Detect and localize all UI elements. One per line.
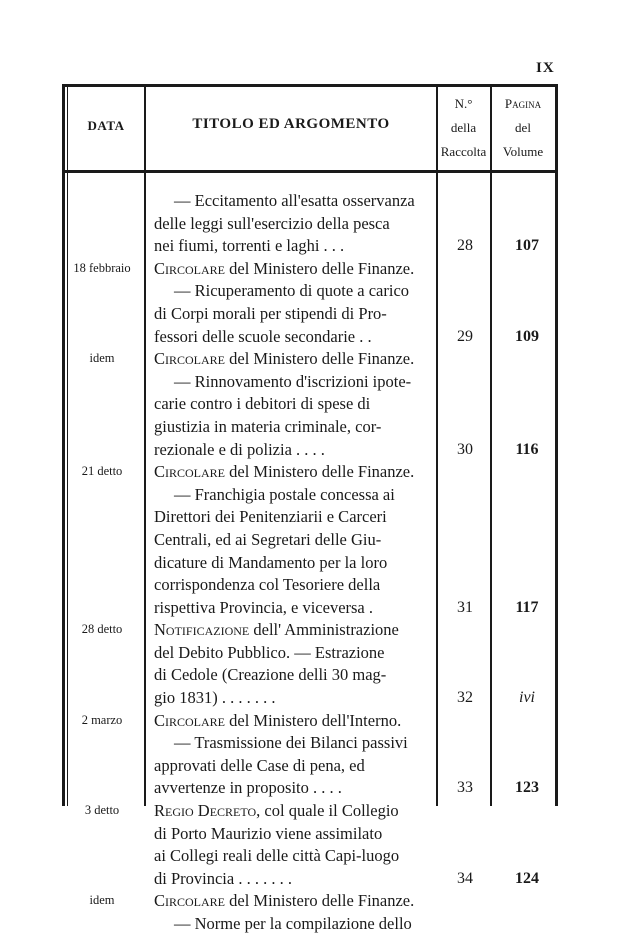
table-row xyxy=(62,845,562,868)
table-row xyxy=(62,326,562,349)
row-title xyxy=(154,348,494,371)
row-title-text: dell' Amministrazione xyxy=(249,620,399,640)
table-row xyxy=(62,348,562,371)
table-row xyxy=(62,258,562,281)
row-title xyxy=(154,416,494,439)
table-row xyxy=(62,664,562,687)
row-title-text: — Rinnovamento d'iscrizioni ipote- xyxy=(174,371,412,391)
row-title-text: giustizia in materia criminale, cor- xyxy=(154,416,382,436)
row-pagina-number: ivi xyxy=(519,689,535,707)
row-date: 21 detto xyxy=(81,464,123,479)
row-title-smallcaps: Circolare xyxy=(154,710,226,730)
table-row xyxy=(62,529,562,552)
header-bottom-rule xyxy=(62,170,558,173)
row-title-smallcaps: Circolare xyxy=(154,258,226,278)
table-row xyxy=(62,416,562,439)
table-row xyxy=(62,823,562,846)
row-date: 18 febbraio xyxy=(73,260,131,275)
row-title-text: — Eccitamento all'esatta osservanza xyxy=(174,191,415,210)
header-raccolta-line2: della xyxy=(450,120,477,135)
row-title-text: del Ministero dell'Interno. xyxy=(225,710,402,730)
row-title-text: carie contro i debitori di spese di xyxy=(154,394,371,414)
table-row xyxy=(62,235,562,258)
table-row xyxy=(62,280,562,303)
table-row xyxy=(62,732,562,755)
row-title-text: del Debito Pubblico. — Estrazione xyxy=(154,642,385,662)
row-title xyxy=(154,213,494,236)
row-title-text: del Ministero delle Finanze. xyxy=(225,349,415,369)
row-title xyxy=(154,890,494,913)
row-title xyxy=(174,484,514,507)
row-title-smallcaps: Regio Decreto xyxy=(154,801,257,821)
table-row xyxy=(62,371,562,394)
row-title-text: di Provincia . . . . . . . xyxy=(154,868,292,888)
table-row xyxy=(62,439,562,462)
row-raccolta-number: 28 xyxy=(457,237,473,255)
row-title-text: — Norme per la compilazione dello xyxy=(174,914,412,933)
row-title-text: corrispondenza col Tesoriere della xyxy=(154,575,381,595)
table-body xyxy=(62,190,562,936)
row-title-text: di Porto Maurizio viene assimilato xyxy=(154,823,383,843)
row-raccolta-number: 31 xyxy=(457,598,473,616)
row-title xyxy=(154,529,494,552)
row-title-text: — Ricuperamento di quote a carico xyxy=(174,281,410,301)
table-row xyxy=(62,303,562,326)
table-row xyxy=(62,710,562,733)
row-date: 28 detto xyxy=(81,622,123,637)
table-top-rule xyxy=(62,84,558,87)
row-date: idem xyxy=(89,893,115,908)
header-pagina xyxy=(491,92,555,164)
row-date: idem xyxy=(89,351,115,366)
row-title xyxy=(154,664,494,687)
row-title-text: avvertenze in proposito . . . . xyxy=(154,778,342,798)
row-title xyxy=(154,619,494,642)
row-title xyxy=(174,280,514,303)
row-title xyxy=(154,574,494,597)
row-title-smallcaps: Notificazione xyxy=(154,620,250,640)
table-row xyxy=(62,890,562,913)
row-title-text: — Franchigia postale concessa ai xyxy=(174,484,395,504)
row-title-text: delle leggi sull'esercizio della pesca xyxy=(154,213,390,233)
header-titolo: TITOLO ED ARGOMENTO xyxy=(192,116,390,132)
row-title xyxy=(174,913,514,936)
row-title-text: , col quale il Collegio xyxy=(256,801,399,821)
table-row xyxy=(62,461,562,484)
row-title xyxy=(154,303,494,326)
row-title xyxy=(154,823,494,846)
row-title-text: di Cedole (Creazione delli 30 mag- xyxy=(154,665,387,685)
row-raccolta-number: 33 xyxy=(457,779,473,797)
row-raccolta-number: 29 xyxy=(457,327,473,345)
table-row xyxy=(62,868,562,891)
row-pagina-number: 124 xyxy=(515,869,539,887)
table-row xyxy=(62,393,562,416)
row-title-text: del Ministero delle Finanze. xyxy=(225,258,415,278)
row-title-smallcaps: Circolare xyxy=(154,349,226,369)
row-title xyxy=(174,371,514,394)
table-row xyxy=(62,687,562,710)
header-raccolta-line3: Raccolta xyxy=(440,144,487,159)
table-row xyxy=(62,755,562,778)
table-row xyxy=(62,484,562,507)
header-raccolta xyxy=(437,92,490,164)
row-raccolta-number: 34 xyxy=(457,869,473,887)
row-title xyxy=(154,755,494,778)
row-title-text: Centrali, ed ai Segretari delle Giu- xyxy=(154,529,382,549)
table-row xyxy=(62,597,562,620)
row-title xyxy=(174,190,514,213)
row-date: 3 detto xyxy=(84,803,120,818)
row-pagina-number: 117 xyxy=(515,598,539,616)
row-title xyxy=(174,732,514,755)
row-title-text: dicature di Mandamento per la loro xyxy=(154,552,388,572)
table-row xyxy=(62,213,562,236)
row-title-text: di Corpi morali per stipendi di Pro- xyxy=(154,303,387,323)
header-data: DATA xyxy=(87,118,125,133)
page-number: IX xyxy=(536,60,555,76)
row-title-text: fessori delle scuole secondarie . . xyxy=(154,326,372,346)
header-pagina-line2: del xyxy=(515,120,531,135)
row-title xyxy=(154,800,494,823)
row-title-smallcaps: Circolare xyxy=(154,891,226,911)
row-title xyxy=(154,642,494,665)
row-title-text: rispettiva Provincia, e viceversa . xyxy=(154,597,374,617)
row-date: 2 marzo xyxy=(81,712,123,727)
row-title-text: nei fiumi, torrenti e laghi . . . xyxy=(154,236,345,256)
row-raccolta-number: 32 xyxy=(457,689,473,707)
row-title-text: Direttori dei Penitenziarii e Carceri xyxy=(154,507,387,527)
row-title xyxy=(154,845,494,868)
row-title-text: gio 1831) . . . . . . . xyxy=(154,688,276,708)
header-pagina-line1: Pagina xyxy=(504,96,542,111)
row-title xyxy=(154,461,494,484)
row-title-text: ai Collegi reali delle città Capi-luogo xyxy=(154,846,400,866)
row-title xyxy=(154,552,494,575)
row-pagina-number: 123 xyxy=(515,779,539,797)
header-pagina-line3: Volume xyxy=(502,144,544,159)
table-row xyxy=(62,913,562,936)
row-pagina-number: 116 xyxy=(515,440,539,458)
row-title xyxy=(154,258,494,281)
row-title xyxy=(154,506,494,529)
row-title-text: approvati delle Case di pena, ed xyxy=(154,755,365,775)
table-row xyxy=(62,800,562,823)
row-title-text: del Ministero delle Finanze. xyxy=(225,462,415,482)
table-row xyxy=(62,190,562,213)
table-row xyxy=(62,552,562,575)
table-row xyxy=(62,642,562,665)
row-title-text: del Ministero delle Finanze. xyxy=(225,891,415,911)
table-row xyxy=(62,777,562,800)
row-pagina-number: 109 xyxy=(515,327,539,345)
row-title-smallcaps: Circolare xyxy=(154,462,226,482)
row-pagina-number: 107 xyxy=(515,237,539,255)
row-title xyxy=(154,710,494,733)
table-row xyxy=(62,574,562,597)
table-row xyxy=(62,506,562,529)
row-title xyxy=(154,393,494,416)
row-title-text: rezionale e di polizia . . . . xyxy=(154,439,325,459)
row-title-text: — Trasmissione dei Bilanci passivi xyxy=(174,733,408,753)
table-row xyxy=(62,619,562,642)
header-raccolta-line1: N.° xyxy=(454,96,473,111)
row-raccolta-number: 30 xyxy=(457,440,473,458)
